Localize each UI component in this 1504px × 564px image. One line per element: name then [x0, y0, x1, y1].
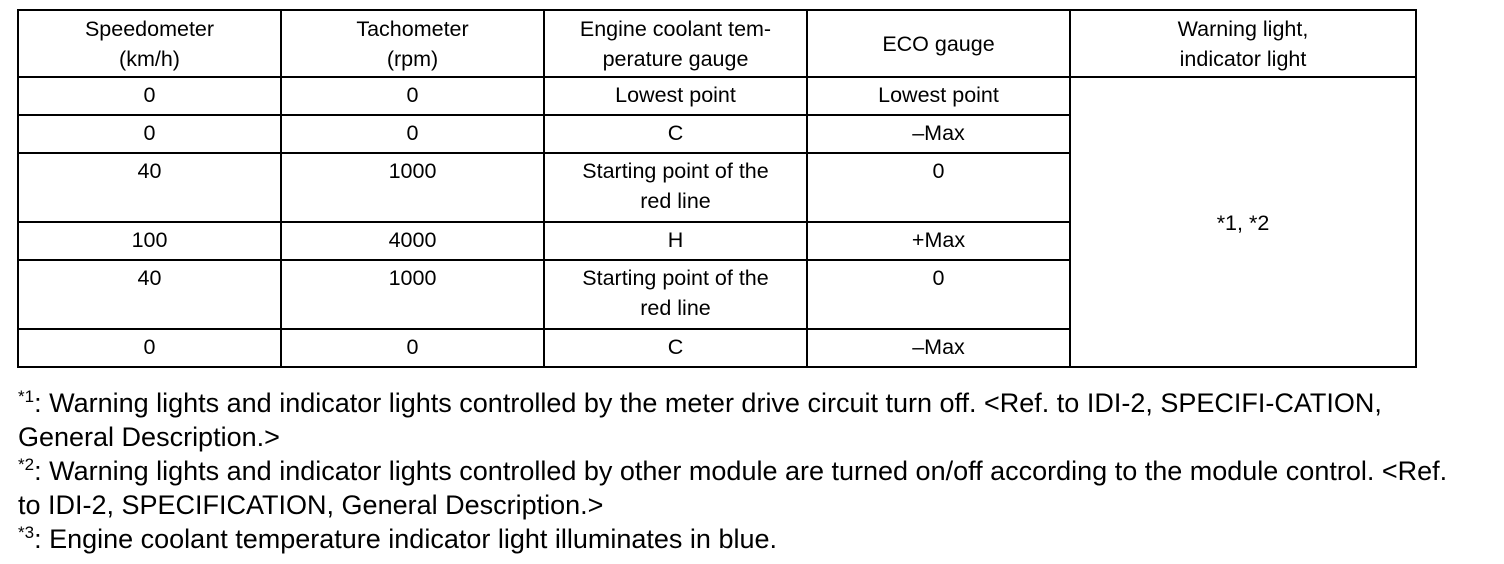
eco-cell: Lowest point — [807, 77, 1070, 115]
footnotes — [18, 386, 1468, 556]
header-line: indicator light — [1179, 46, 1307, 71]
coolant-cell — [544, 329, 807, 367]
speed-cell: 0 — [18, 115, 281, 153]
speed-cell: 0 — [18, 77, 281, 115]
cell-line: red line — [640, 296, 711, 320]
footnote — [18, 454, 1468, 522]
coolant-cell — [544, 153, 807, 222]
header-line: Speedometer — [84, 16, 215, 41]
coolant-cell — [544, 260, 807, 329]
footnote — [18, 386, 1468, 454]
cell-line: C — [667, 121, 684, 145]
cell-line: Starting point of the — [582, 266, 769, 290]
speed-cell: 40 — [18, 260, 281, 329]
header-row — [18, 10, 1416, 77]
table-body — [18, 77, 1416, 367]
tach-cell: 1000 — [281, 153, 544, 222]
eco-cell: –Max — [807, 115, 1070, 153]
footnote-marker: *2 — [18, 455, 35, 474]
footnote-marker: *3 — [18, 523, 35, 542]
coolant-cell — [544, 222, 807, 260]
header-line: ECO gauge — [882, 31, 995, 56]
tach-cell: 0 — [281, 77, 544, 115]
tach-cell: 1000 — [281, 260, 544, 329]
eco-cell: +Max — [807, 222, 1070, 260]
coolant-cell — [544, 77, 807, 115]
header-line: Engine coolant tem- — [579, 16, 772, 41]
header-line: Tachometer — [356, 16, 469, 41]
header-line: (km/h) — [119, 46, 180, 71]
footnote-text: : Warning lights and indicator lights controlled by the meter drive circuit turn off. <Ref. to IDI-2, SPECIFI-CATION, General Description.> — [18, 388, 1382, 452]
footnote-marker: *1 — [18, 387, 35, 406]
header-tachometer — [281, 10, 544, 77]
header-line: Warning light, — [1177, 16, 1309, 41]
warning-light-cell: *1, *2 — [1070, 77, 1416, 367]
speed-cell: 100 — [18, 222, 281, 260]
header-eco-gauge — [807, 10, 1070, 77]
speed-cell: 0 — [18, 329, 281, 367]
table-header — [18, 10, 1416, 77]
table-row — [18, 77, 1416, 115]
footnote-text: : Engine coolant temperature indicator light illuminates in blue. — [34, 524, 777, 554]
coolant-cell — [544, 115, 807, 153]
cell-line: Starting point of the — [582, 159, 769, 183]
tach-cell: 4000 — [281, 222, 544, 260]
tach-cell: 0 — [281, 329, 544, 367]
eco-cell: 0 — [807, 260, 1070, 329]
cell-line: red line — [640, 189, 711, 213]
gauge-specification-table — [17, 9, 1417, 368]
header-line: (rpm) — [386, 46, 439, 71]
header-coolant-gauge — [544, 10, 807, 77]
eco-cell: 0 — [807, 153, 1070, 222]
footnote-text: : Warning lights and indicator lights controlled by other module are turned on/off according to the module control. <Ref. to IDI-2, SPECIFICATION, General Description.> — [18, 456, 1448, 520]
speed-cell: 40 — [18, 153, 281, 222]
header-speedometer — [18, 10, 281, 77]
footnote — [18, 522, 1468, 556]
header-line: perature gauge — [602, 46, 749, 71]
eco-cell: –Max — [807, 329, 1070, 367]
cell-line: C — [667, 335, 684, 359]
cell-line: Lowest point — [615, 83, 736, 107]
header-warning-light — [1070, 10, 1416, 77]
cell-line: H — [667, 228, 684, 252]
tach-cell: 0 — [281, 115, 544, 153]
